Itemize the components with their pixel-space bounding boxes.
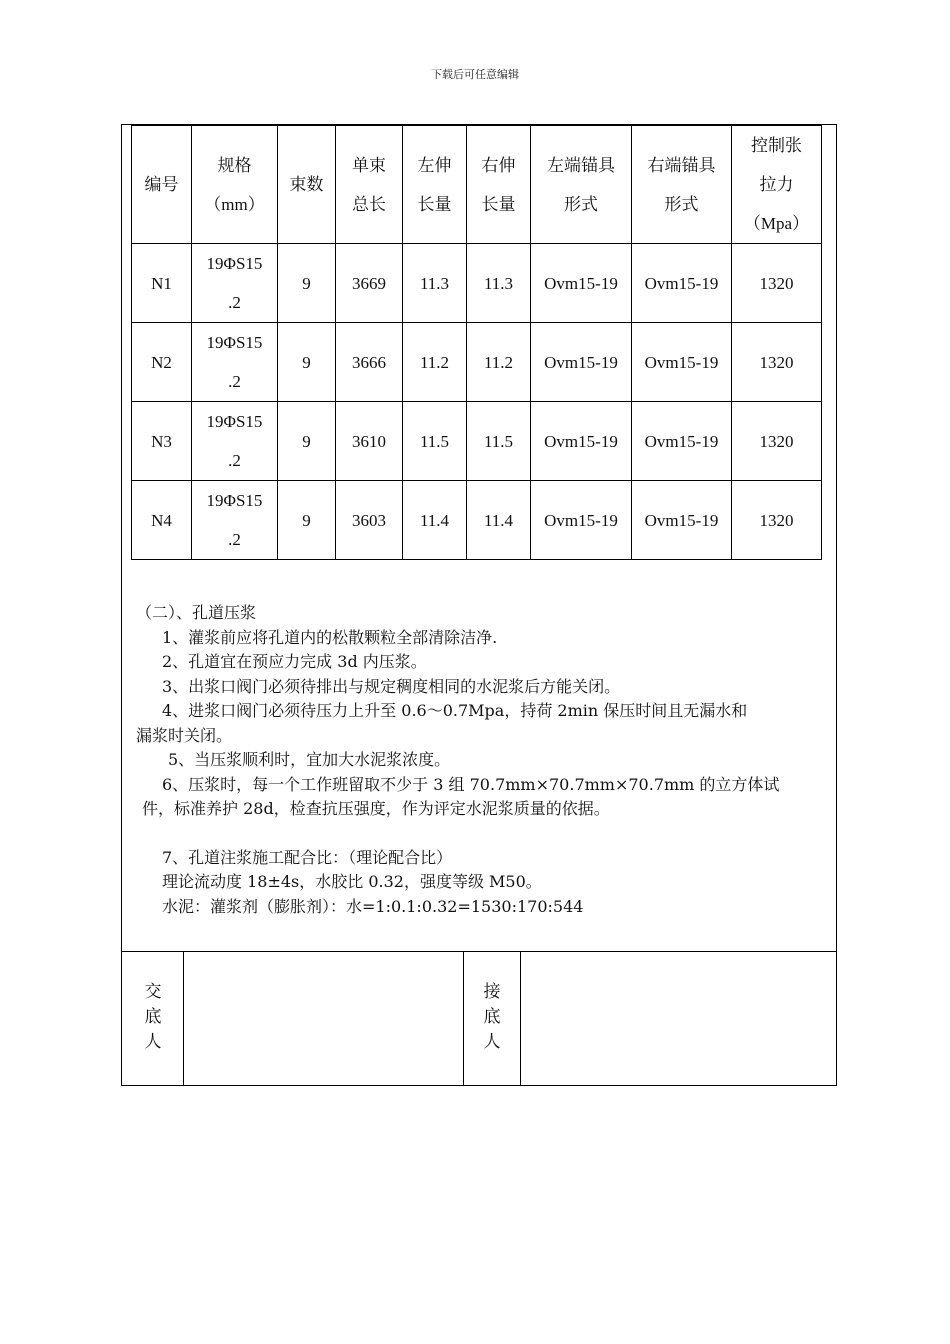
table-header-row	[132, 126, 822, 244]
col-header-id: 编号	[132, 126, 192, 244]
table-row	[132, 244, 822, 323]
cell-tension: 1320	[732, 402, 822, 481]
cell-left-ext: 11.4	[403, 481, 467, 560]
giver-signature-field[interactable]	[184, 952, 464, 1086]
col-header-left-anchor: 左端锚具 形式	[531, 126, 632, 244]
note-item-7-ratio: 水泥：灌浆剂（膨胀剂）：水=1:0.1:0.32=1530:170:544	[162, 896, 584, 916]
cell-left-ext: 11.5	[403, 402, 467, 481]
note-item-2: 2、孔道宜在预应力完成 3d 内压浆。	[162, 652, 427, 671]
cell-left-anchor: Ovm15-19	[531, 244, 632, 323]
cell-length: 3669	[336, 244, 403, 323]
note-item-5: 5、当压浆顺利时，宜加大水泥浆浓度。	[168, 750, 451, 769]
cell-tension: 1320	[732, 323, 822, 402]
table-row	[132, 323, 822, 402]
cell-id: N1	[132, 244, 192, 323]
cell-right-ext: 11.3	[467, 244, 531, 323]
cell-right-ext: 11.2	[467, 323, 531, 402]
cell-spec: 19ΦS15 .2	[192, 402, 278, 481]
cell-right-anchor: Ovm15-19	[632, 244, 732, 323]
giver-label-cell	[122, 952, 184, 1086]
cell-tension: 1320	[732, 244, 822, 323]
note-item-4: 4、进浆口阀门必须待压力上升至 0.6～0.7Mpa，持荷 2min 保压时间且无漏水和	[162, 701, 748, 720]
col-header-count: 束数	[278, 126, 336, 244]
cell-right-anchor: Ovm15-19	[632, 323, 732, 402]
grouting-notes	[136, 601, 836, 919]
col-header-spec: 规格 （mm）	[192, 126, 278, 244]
col-header-left-ext: 左伸 长量	[403, 126, 467, 244]
page-header: 下载后可任意编辑	[431, 68, 519, 81]
cell-right-ext: 11.5	[467, 402, 531, 481]
cell-left-anchor: Ovm15-19	[531, 402, 632, 481]
cell-spec: 19ΦS15 .2	[192, 481, 278, 560]
cell-id: N4	[132, 481, 192, 560]
note-item-3: 3、出浆口阀门必须待排出与规定稠度相同的水泥浆后方能关闭。	[162, 676, 621, 696]
section-title: （二）、孔道压浆	[136, 603, 257, 622]
cell-tension: 1320	[732, 481, 822, 560]
cell-length: 3666	[336, 323, 403, 402]
note-item-4-cont: 漏浆时关闭。	[136, 725, 233, 745]
col-header-right-anchor: 右端锚具 形式	[632, 126, 732, 244]
tendon-spec-table	[131, 125, 822, 560]
cell-id: N3	[132, 402, 192, 481]
table-row	[132, 481, 822, 560]
cell-count: 9	[278, 244, 336, 323]
table-row	[132, 402, 822, 481]
note-item-7: 7、孔道注浆施工配合比：（理论配合比）	[162, 847, 453, 867]
col-header-right-ext: 右伸 长量	[467, 126, 531, 244]
cell-spec: 19ΦS15 .2	[192, 323, 278, 402]
cell-left-ext: 11.3	[403, 244, 467, 323]
cell-right-anchor: Ovm15-19	[632, 481, 732, 560]
cell-spec: 19ΦS15 .2	[192, 244, 278, 323]
cell-id: N2	[132, 323, 192, 402]
note-item-6: 6、压浆时，每一个工作班留取不少于 3 组 70.7mm×70.7mm×70.7mm 的立方体试	[162, 774, 780, 794]
signature-row	[122, 951, 836, 1086]
cell-left-ext: 11.2	[403, 323, 467, 402]
cell-count: 9	[278, 402, 336, 481]
col-header-tension: 控制张 拉力 （Mpa）	[732, 126, 822, 244]
giver-label: 交 底 人	[144, 982, 162, 1052]
cell-length: 3603	[336, 481, 403, 560]
cell-left-anchor: Ovm15-19	[531, 323, 632, 402]
cell-count: 9	[278, 323, 336, 402]
col-header-length: 单束 总长	[336, 126, 403, 244]
receiver-signature-field[interactable]	[521, 952, 836, 1086]
note-item-7-flow: 理论流动度 18±4s，水胶比 0.32，强度等级 M50。	[162, 872, 542, 891]
receiver-label-cell	[464, 952, 521, 1086]
receiver-label: 接 底 人	[483, 982, 501, 1052]
disclosure-form	[121, 124, 837, 1086]
cell-left-anchor: Ovm15-19	[531, 481, 632, 560]
cell-right-ext: 11.4	[467, 481, 531, 560]
note-item-1: 1、灌浆前应将孔道内的松散颗粒全部清除洁净.	[162, 627, 498, 647]
cell-right-anchor: Ovm15-19	[632, 402, 732, 481]
cell-length: 3610	[336, 402, 403, 481]
cell-count: 9	[278, 481, 336, 560]
note-item-6-cont: 件，标准养护 28d，检查抗压强度，作为评定水泥浆质量的依据。	[142, 799, 610, 818]
